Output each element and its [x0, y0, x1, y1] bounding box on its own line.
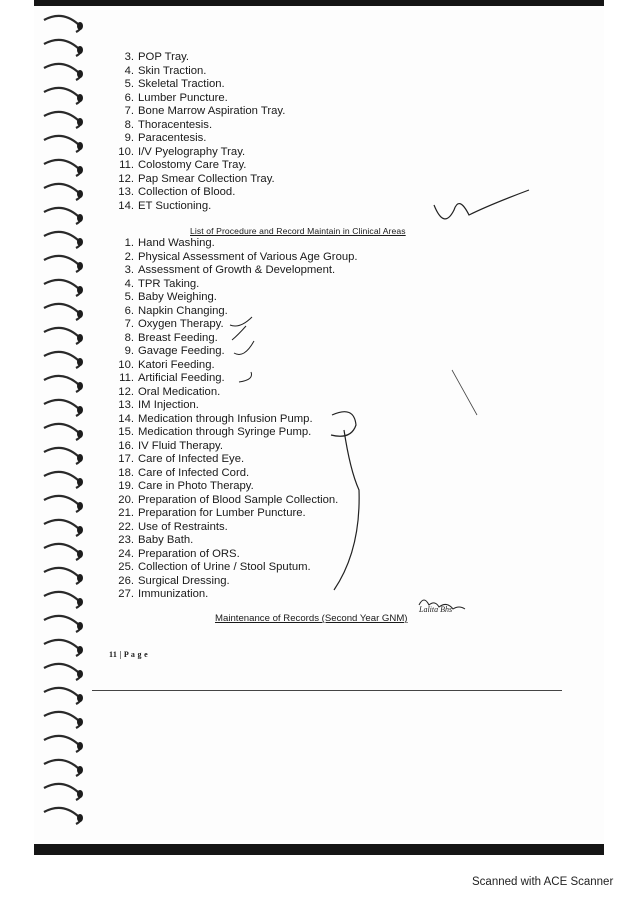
- list-item-number: 11.: [119, 159, 134, 171]
- list-item-text: Medication through Syringe Pump.: [138, 426, 312, 438]
- list-item-text: IM Injection.: [138, 399, 199, 411]
- list-item-number: 11.: [119, 372, 134, 384]
- binding-hole: [77, 166, 83, 174]
- binding-hole: [77, 214, 83, 222]
- list-item-text: Lumber Puncture.: [138, 91, 228, 104]
- list-item-number: 18.: [118, 466, 134, 479]
- binding-hole: [77, 310, 83, 318]
- list-item-text: ET Suctioning.: [138, 199, 212, 212]
- spiral-coil: [44, 328, 81, 344]
- list-item-text: Artificial Feeding.: [138, 372, 225, 384]
- list-item-number: 4.: [124, 277, 134, 290]
- spiral-coil: [44, 280, 81, 296]
- spiral-coil: [44, 496, 81, 512]
- binding-hole: [77, 46, 83, 54]
- spiral-coil: [44, 544, 81, 560]
- binding-hole: [77, 382, 83, 390]
- list-item-text: Oxygen Therapy.: [138, 318, 224, 330]
- list-item-text: Preparation for Lumber Puncture.: [138, 507, 306, 519]
- binding-hole: [77, 790, 83, 798]
- spiral-coil: [44, 784, 81, 800]
- list-item-text: Immunization.: [138, 588, 209, 600]
- binding-hole: [77, 478, 83, 486]
- list-item-number: 20.: [118, 493, 134, 506]
- spiral-coil: [44, 736, 81, 752]
- list-item-number: 13.: [118, 399, 134, 411]
- binding-hole: [77, 430, 83, 438]
- list-item-number: 7.: [124, 105, 134, 117]
- list-item-number: 26.: [118, 574, 134, 587]
- binding-hole: [77, 286, 83, 294]
- list-item-text: Skeletal Traction.: [138, 78, 225, 90]
- list-item-text: IV Fluid Therapy.: [138, 439, 223, 452]
- list-item-text: Baby Weighing.: [138, 291, 217, 303]
- list-item-text: Care of Infected Cord.: [138, 466, 250, 479]
- binding-hole: [77, 550, 83, 558]
- list-item-number: 27.: [118, 588, 134, 600]
- list-item-number: 17.: [118, 453, 134, 465]
- binding-hole: [77, 262, 83, 270]
- binding-hole: [77, 694, 83, 702]
- list-item-number: 23.: [118, 534, 134, 546]
- procedures-heading: List of Procedure and Record Maintain in Clinical Areas: [190, 226, 406, 236]
- list-item-text: Thoracentesis.: [138, 118, 213, 131]
- page-number: 11 | P a g e: [109, 650, 148, 659]
- list-item-number: 9.: [124, 132, 134, 144]
- scan-top-edge: [34, 0, 604, 6]
- list-item-number: 3.: [124, 264, 134, 276]
- binding-hole: [77, 718, 83, 726]
- list-item-text: Collection of Urine / Stool Sputum.: [138, 561, 311, 573]
- binding-hole: [77, 526, 83, 534]
- binding-hole: [77, 766, 83, 774]
- list-item-number: 16.: [118, 439, 134, 452]
- list-item-text: Collection of Blood.: [138, 186, 236, 198]
- list-item-number: 10.: [118, 145, 134, 158]
- spiral-coil: [44, 472, 81, 488]
- scanner-watermark: Scanned with ACE Scanner: [472, 876, 614, 888]
- binding-hole: [77, 334, 83, 342]
- binding-hole: [77, 622, 83, 630]
- spiral-coil: [44, 664, 81, 680]
- binding-hole: [77, 574, 83, 582]
- binding-hole: [77, 142, 83, 150]
- list-item-text: Gavage Feeding.: [138, 345, 225, 357]
- binding-hole: [77, 742, 83, 750]
- spiral-coil: [44, 400, 81, 416]
- list-item-text: Use of Restraints.: [138, 520, 228, 533]
- binding-hole: [77, 358, 83, 366]
- spiral-coil: [44, 712, 81, 728]
- list-item-text: Oral Medication.: [138, 385, 221, 398]
- list-item-number: 3.: [124, 51, 134, 63]
- binding-hole: [77, 670, 83, 678]
- list-item-number: 24.: [118, 547, 134, 560]
- list-item-number: 21.: [118, 507, 134, 519]
- list-item-number: 5.: [124, 291, 134, 303]
- spiral-coil: [44, 304, 81, 320]
- binding-hole: [77, 94, 83, 102]
- spiral-coil: [44, 424, 81, 440]
- list-item-number: 14.: [118, 199, 134, 212]
- list-item-number: 7.: [124, 318, 134, 330]
- page-footer-rule: [92, 690, 562, 691]
- spiral-coil: [44, 64, 81, 80]
- list-item-text: TPR Taking.: [138, 277, 200, 290]
- list-item-text: Care in Photo Therapy.: [138, 480, 254, 492]
- list-item-number: 12.: [118, 172, 134, 185]
- binding-hole: [77, 22, 83, 30]
- list-item-text: Physical Assessment of Various Age Group.: [138, 250, 358, 263]
- list-item-text: Care of Infected Eye.: [138, 453, 245, 465]
- list-item-text: Medication through Infusion Pump.: [138, 412, 313, 425]
- binding-hole: [77, 814, 83, 822]
- spiral-coil: [44, 448, 81, 464]
- binding-hole: [77, 190, 83, 198]
- list-item-text: Bone Marrow Aspiration Tray.: [138, 105, 286, 117]
- list-item-text: Katori Feeding.: [138, 358, 215, 371]
- records-heading: Maintenance of Records (Second Year GNM): [215, 613, 408, 624]
- list-item-text: Pap Smear Collection Tray.: [138, 172, 275, 185]
- binding-hole: [77, 646, 83, 654]
- list-item-number: 19.: [118, 480, 134, 492]
- spiral-coil: [44, 40, 81, 56]
- spiral-binding: [34, 8, 104, 838]
- list-item-text: Surgical Dressing.: [138, 574, 230, 587]
- list-item-text: Preparation of ORS.: [138, 547, 240, 560]
- binding-hole: [77, 238, 83, 246]
- list-item-text: Colostomy Care Tray.: [138, 159, 247, 171]
- list-item-text: Assessment of Growth & Development.: [138, 264, 336, 276]
- spiral-coil: [44, 160, 81, 176]
- binding-hole: [77, 454, 83, 462]
- binding-hole: [77, 118, 83, 126]
- list-item-number: 8.: [124, 331, 134, 344]
- spiral-coil: [44, 88, 81, 104]
- spiral-coil: [44, 616, 81, 632]
- list-item-number: 14.: [118, 412, 134, 425]
- spiral-coil: [44, 808, 81, 824]
- scan-bottom-edge: [34, 844, 604, 855]
- binding-hole: [77, 70, 83, 78]
- spiral-coil: [44, 256, 81, 272]
- list-item-text: Skin Traction.: [138, 64, 207, 77]
- spiral-coil: [44, 136, 81, 152]
- list-item-number: 6.: [124, 91, 134, 104]
- list-item-number: 13.: [118, 186, 134, 198]
- list-item-text: Napkin Changing.: [138, 304, 228, 317]
- list-item-number: 12.: [118, 385, 134, 398]
- spiral-coil: [44, 760, 81, 776]
- spiral-coil: [44, 592, 81, 608]
- list-item-text: I/V Pyelography Tray.: [138, 145, 246, 158]
- spiral-coil: [44, 184, 81, 200]
- list-item-number: 8.: [124, 118, 134, 131]
- list-item-text: Breast Feeding.: [138, 331, 218, 344]
- scanned-page: [34, 0, 604, 855]
- binding-hole: [77, 406, 83, 414]
- binding-hole: [77, 598, 83, 606]
- spiral-coil: [44, 208, 81, 224]
- spiral-coil: [44, 112, 81, 128]
- list-item-text: POP Tray.: [138, 51, 190, 63]
- list-item-number: 2.: [124, 250, 134, 263]
- spiral-coil: [44, 520, 81, 536]
- list-item-number: 9.: [124, 345, 134, 357]
- list-item-number: 1.: [124, 237, 134, 249]
- list-item-number: 22.: [118, 520, 134, 533]
- spiral-coil: [44, 640, 81, 656]
- spiral-coil: [44, 232, 81, 248]
- list-item-number: 25.: [118, 561, 134, 573]
- list-item-text: Hand Washing.: [138, 237, 215, 249]
- list-item-text: Paracentesis.: [138, 132, 207, 144]
- spiral-coil: [44, 568, 81, 584]
- spiral-coil: [44, 16, 81, 32]
- handwritten-note: Lalita Bhs: [419, 605, 453, 614]
- list-item-number: 4.: [124, 64, 134, 77]
- spiral-coil: [44, 376, 81, 392]
- list-item-number: 6.: [124, 304, 134, 317]
- list-item-text: Preparation of Blood Sample Collection.: [138, 493, 339, 506]
- list-item-number: 10.: [118, 358, 134, 371]
- list-item-text: Baby Bath.: [138, 534, 194, 546]
- spiral-coil: [44, 688, 81, 704]
- binding-hole: [77, 502, 83, 510]
- spiral-coil: [44, 352, 81, 368]
- list-item-number: 15.: [118, 426, 134, 438]
- list-item-number: 5.: [124, 78, 134, 90]
